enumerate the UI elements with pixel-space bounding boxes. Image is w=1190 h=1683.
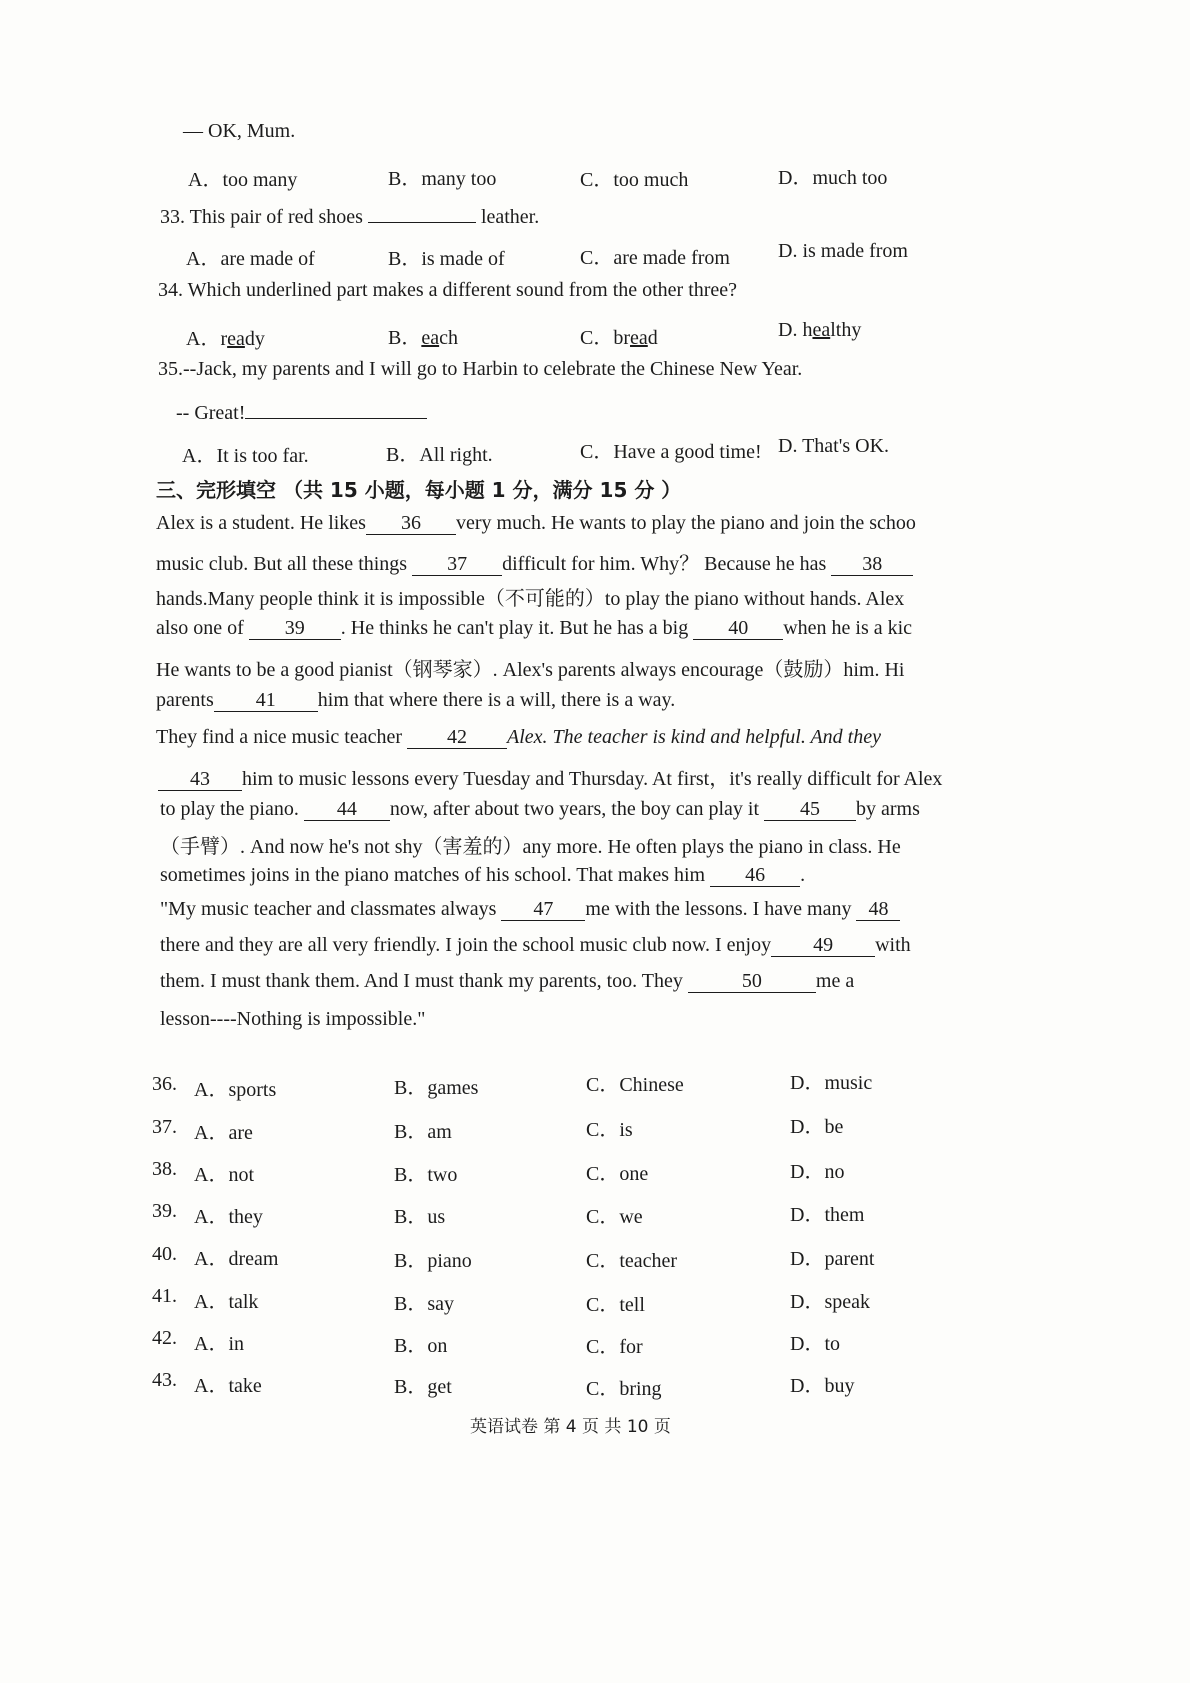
choice-a: A．sports [194, 1079, 277, 1101]
question-number: 37. [152, 1116, 177, 1138]
blank-46: 46 [710, 864, 800, 887]
choice-d: D．music [790, 1072, 873, 1094]
q33-option-a: A．are made of [186, 248, 315, 270]
choice-d: D．no [790, 1161, 845, 1183]
choice-c: C．tell [586, 1294, 645, 1316]
blank-44: 44 [304, 798, 390, 821]
blank-50: 50 [688, 970, 816, 993]
choice-b: B．games [394, 1077, 479, 1099]
q33-stem-end: leather. [480, 206, 540, 228]
choice-b: B．on [394, 1335, 448, 1357]
choice-c: C．bring [586, 1378, 662, 1400]
q34-option-a: A．ready [186, 328, 265, 350]
q34-option-c: C．bread [580, 327, 658, 349]
blank-37: 37 [412, 553, 502, 576]
passage-line-10: （手臂）. And now he's not shy（害羞的）any more. He often plays the piano in class. He [160, 836, 901, 858]
q34-option-b: B．each [388, 327, 458, 349]
q35-reply: -- Great! [176, 396, 427, 425]
passage-line-6: parents 41 him that where there is a will, there is a way. [156, 689, 676, 711]
passage-line-11: sometimes joins in the piano matches of his school. That makes him 46 . [160, 864, 806, 886]
choice-b: B．say [394, 1293, 454, 1315]
blank-38: 38 [831, 553, 913, 576]
choice-b: B．two [394, 1164, 458, 1186]
q35-option-c: C．Have a good time! [580, 441, 762, 463]
choice-d: D．speak [790, 1291, 870, 1313]
choice-a: A．dream [194, 1248, 279, 1270]
choice-d: D．to [790, 1333, 840, 1355]
q32-option-b: B．many too [388, 168, 497, 190]
passage-line-12: "My music teacher and classmates always 47 me with the lessons. I have many 48 [160, 898, 900, 921]
passage-line-13: there and they are all very friendly. I join the school music club now. I enjoy 49 with [160, 934, 911, 956]
choice-c: C．teacher [586, 1250, 678, 1272]
passage-line-8: 43 him to music lessons every Tuesday and Thursday. At first，it's really difficult for Alex [158, 762, 942, 791]
passage-line-7: They find a nice music teacher 42 Alex. The teacher is kind and helpful. And they [156, 726, 881, 748]
question-number: 43. [152, 1369, 177, 1391]
choice-a: A．are [194, 1122, 253, 1144]
q33-option-d: D. is made from [778, 240, 908, 262]
choice-a: A．they [194, 1206, 263, 1228]
blank-45: 45 [764, 798, 856, 821]
question-number: 42. [152, 1327, 177, 1349]
choice-b: B．us [394, 1206, 446, 1228]
q35-stem: 35.--Jack, my parents and I will go to Harbin to celebrate the Chinese New Year. [158, 358, 803, 380]
choice-c: C．for [586, 1336, 643, 1358]
q33-blank [368, 200, 476, 223]
q34-stem: 34. Which underlined part makes a different sound from the other three? [158, 279, 738, 301]
passage-line-15: lesson----Nothing is impossible." [160, 1008, 426, 1030]
choice-d: D．parent [790, 1248, 875, 1270]
question-number: 39. [152, 1200, 177, 1222]
passage-line-3: hands.Many people think it is impossible（不可能的）to play the piano without hands. Alex [156, 588, 905, 610]
choice-d: D．be [790, 1116, 844, 1138]
question-number: 36. [152, 1073, 177, 1095]
choice-d: D．buy [790, 1375, 855, 1397]
q32-option-d: D．much too [778, 167, 888, 189]
question-number: 41. [152, 1285, 177, 1307]
choice-a: A．not [194, 1164, 254, 1186]
choice-c: C．one [586, 1163, 649, 1185]
question-number: 40. [152, 1243, 177, 1265]
choice-a: A．in [194, 1333, 244, 1355]
q33-option-c: C．are made from [580, 247, 730, 269]
blank-43: 43 [158, 768, 242, 791]
passage-line-14: them. I must thank them. And I must thank my parents, too. They 50 me a [160, 970, 855, 992]
choice-d: D．them [790, 1204, 865, 1226]
blank-49: 49 [771, 934, 875, 957]
blank-41: 41 [214, 689, 318, 712]
passage-line-4: also one of 39 . He thinks he can't play it. But he has a big 40 when he is a kic [156, 617, 913, 639]
section-3-title: 三、完形填空 （共 15 小题，每小题 1 分，满分 15 分 ） [156, 478, 682, 502]
choice-a: A．talk [194, 1291, 259, 1313]
q33-stem [160, 200, 539, 229]
q32-reply: — OK, Mum. [183, 120, 296, 142]
choice-c: C．Chinese [586, 1074, 684, 1096]
passage-line-2: music club. But all these things 37 difficult for him. Why？ Because he has 38 [156, 547, 913, 576]
page-footer: 英语试卷 第 4 页 共 10 页 [470, 1417, 671, 1437]
passage-line-9: to play the piano. 44 now, after about two years, the boy can play it 45 by arms [160, 798, 920, 820]
choice-b: B．am [394, 1121, 452, 1143]
blank-36: 36 [366, 512, 456, 535]
blank-47: 47 [501, 898, 585, 921]
choice-c: C．we [586, 1206, 643, 1228]
choice-a: A．take [194, 1375, 262, 1397]
blank-42: 42 [407, 726, 507, 749]
q32-option-a: A．too many [188, 169, 298, 191]
q35-option-b: B．All right. [386, 444, 493, 466]
q35-blank [245, 396, 427, 419]
blank-40: 40 [693, 617, 783, 640]
choice-c: C．is [586, 1119, 633, 1141]
choice-b: B．get [394, 1376, 452, 1398]
passage-line-1: Alex is a student. He likes 36 very much. He wants to play the piano and join the schoo [156, 512, 916, 534]
q34-option-d: D. healthy [778, 319, 862, 341]
q33-option-b: B．is made of [388, 248, 505, 270]
blank-39: 39 [249, 617, 341, 640]
q32-option-c: C．too much [580, 169, 689, 191]
question-number: 38. [152, 1158, 177, 1180]
passage-line-5: He wants to be a good pianist（钢琴家）. Alex's parents always encourage（鼓励）him. Hi [156, 659, 905, 681]
q33-stem-text: 33. This pair of red shoes [160, 206, 363, 228]
blank-48: 48 [856, 898, 900, 921]
q35-option-a: A．It is too far. [182, 445, 309, 467]
choice-b: B．piano [394, 1250, 472, 1272]
q35-option-d: D. That's OK. [778, 435, 890, 457]
